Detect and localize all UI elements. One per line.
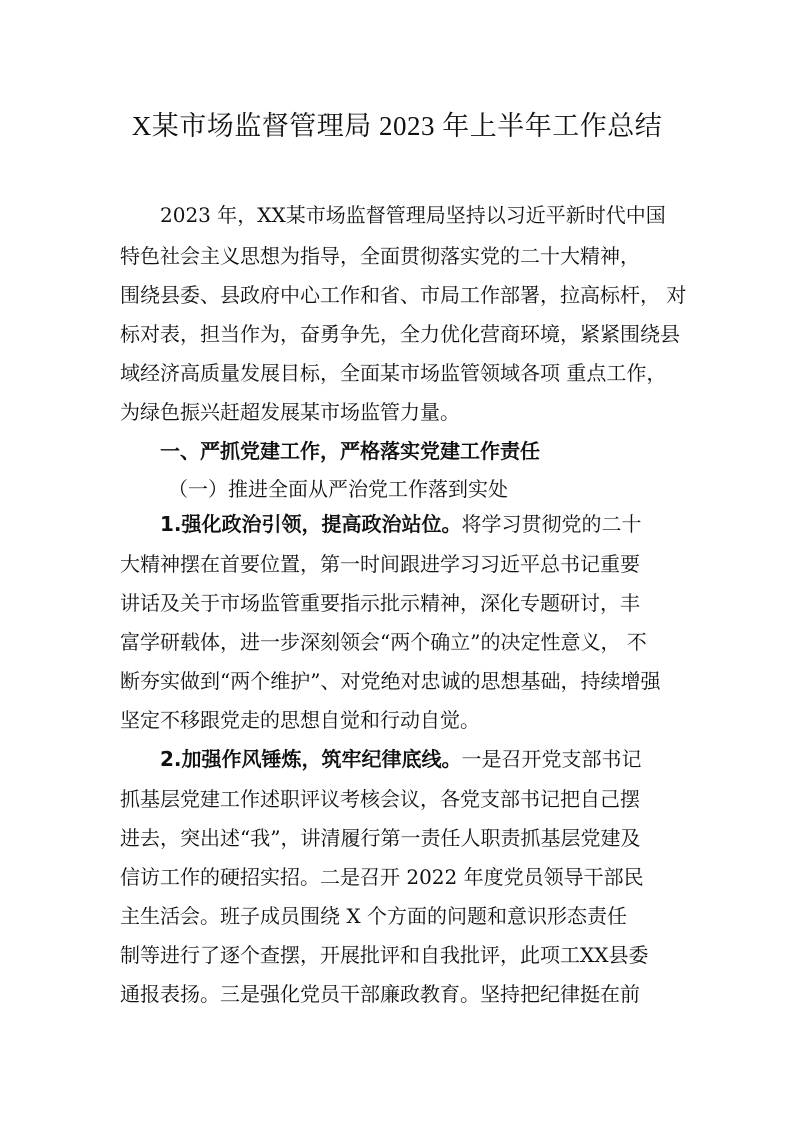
subsection-heading-1: （一）推进全面从严治党工作落到实处 bbox=[168, 477, 508, 501]
item-2-first-line bbox=[160, 747, 642, 771]
item-1-line-6: 坚定不移跟党走的思想自觉和行动自觉。 bbox=[120, 708, 480, 732]
item-1-line-4: 富学研载体，进一步深刻领会“两个确立”的决定性意义， 不 bbox=[120, 630, 647, 654]
item-2-line-2: 抓基层党建工作述职评议考核会议，各党支部书记把自己摆 bbox=[120, 787, 640, 811]
item-2-line-7: 通报表扬。三是强化党员干部廉政教育。坚持把纪律挺在前 bbox=[120, 982, 640, 1006]
item-2-line-6: 制等进行了逐个查摆，开展批评和自我批评，此项工XX县委 bbox=[120, 943, 649, 967]
item-1-text-start: 将学习贯彻党的二十 bbox=[461, 512, 642, 536]
item-1-line-3: 讲话及关于市场监管重要指示批示精神，深化专题研讨，丰 bbox=[120, 591, 640, 615]
item-2-text-start: 一是召开党支部书记 bbox=[461, 747, 642, 771]
item-1-line-5: 断夯实做到“两个维护”、对党绝对忠诚的思想基础，持续增强 bbox=[120, 669, 661, 693]
item-2-heading: 2.加强作风锤炼，筑牢纪律底线。 bbox=[160, 747, 462, 771]
item-1-heading: 1.强化政治引领，提高政治站位。 bbox=[160, 512, 462, 536]
item-2-line-5: 主生活会。班子成员围绕 X 个方面的问题和意识形态责任 bbox=[120, 904, 627, 928]
item-1-line-2: 大精神摆在首要位置，第一时间跟进学习习近平总书记重要 bbox=[120, 552, 640, 576]
intro-line-2: 特色社会主义思想为指导，全面贯彻落实党的二十大精神， bbox=[120, 244, 640, 268]
item-2-line-4: 信访工作的硬招实招。二是召开 2022 年度党员领导干部民 bbox=[120, 865, 644, 889]
intro-line-5: 域经济高质量发展目标，全面某市场监管领域各项 重点工作， bbox=[120, 361, 667, 385]
section-heading-1: 一、严抓党建工作，严格落实党建工作责任 bbox=[160, 439, 540, 463]
item-1-first-line bbox=[160, 512, 642, 536]
intro-line-1: 2023 年，XX某市场监督管理局坚持以习近平新时代中国 bbox=[160, 203, 666, 227]
item-2-line-3: 进去，突出述“我”，讲清履行第一责任人职责抓基层党建及 bbox=[120, 826, 641, 850]
document-title: X某市场监督管理局 2023 年上半年工作总结 bbox=[131, 111, 663, 141]
intro-line-3: 围绕县委、县政府中心工作和省、市局工作部署，拉高标杆， 对 bbox=[120, 283, 687, 307]
intro-line-6: 为绿色振兴赶超发展某市场监管力量。 bbox=[120, 400, 460, 424]
intro-line-4: 标对表，担当作为，奋勇争先，全力优化营商环境，紧紧围绕县 bbox=[120, 322, 680, 346]
